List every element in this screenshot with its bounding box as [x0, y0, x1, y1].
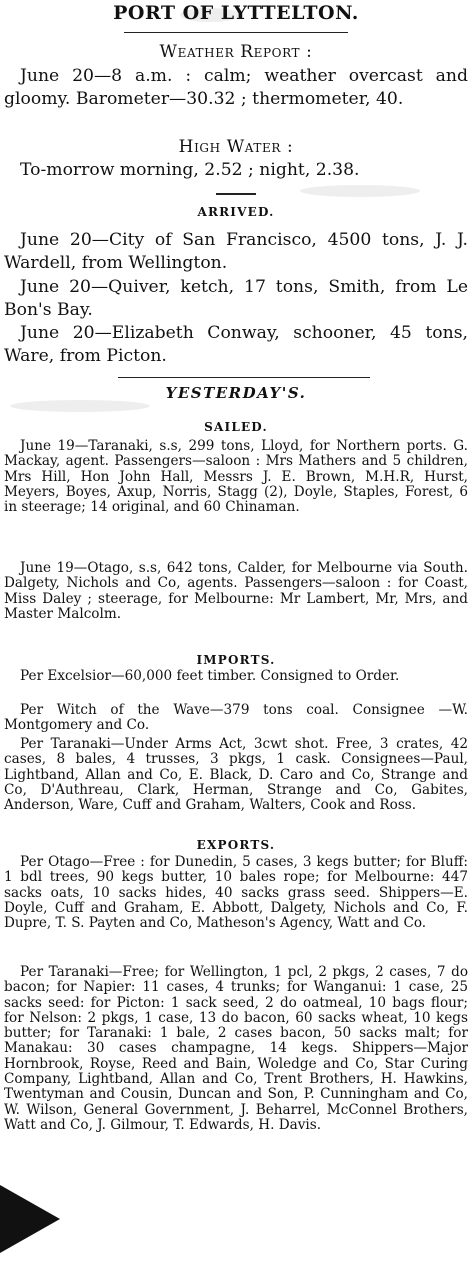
imports-item: Per Excelsior—60,000 feet timber. Consigned to Order.	[20, 668, 400, 684]
masthead-rule	[124, 32, 348, 33]
dark-corner-mark	[0, 1185, 60, 1253]
imports-item: Per Taranaki—Under Arms Act, 3cwt shot. Free, 3 crates, 42 cases, 8 bales, 4 trusses, 3 pkgs, 1 cask. Consignees—Paul, Lightband, Allan and Co, E. Black, D. Caro and Co, Strange and Co, D'Authreau, Clark, Herman, Strange and Co, Gabites, Anderson, Ware, Cuff and Graham, Walters, Cook and Ross.	[4, 736, 468, 814]
imports-item: Per Witch of the Wave—379 tons coal. Consignee —W. Montgomery and Co.	[4, 702, 468, 734]
arrived-heading: ARRIVED.	[197, 205, 275, 219]
sailed-item: June 19—Taranaki, s.s, 299 tons, Lloyd, for Northern ports. G. Mackay, agent. Passengers—saloon : Mrs Mathers and 5 children, Mrs Hill, Hon John Hall, Messrs J. E. Brown, M.H.R, Hurst, Meyers, Boyes, Axup, Norris, Stagg (2), Doyle, Staples, Forest, 6 in steerage; 14 original, and 60 Chinaman.	[4, 438, 468, 516]
weather-report-text: June 20—8 a.m. : calm; weather overcast and gloomy. Barometer—30.32 ; thermometer, 40.	[4, 66, 468, 110]
paper-stain	[300, 185, 420, 197]
exports-heading: EXPORTS.	[196, 838, 276, 852]
section-rule	[118, 377, 370, 378]
arrived-item: June 20—Elizabeth Conway, schooner, 45 tons, Ware, from Picton.	[4, 323, 468, 367]
arrived-item: June 20—City of San Francisco, 4500 tons, J. J. Wardell, from Wellington.	[4, 230, 468, 274]
exports-item: Per Otago—Free : for Dunedin, 5 cases, 3 kegs butter; for Bluff: 1 bdl trees, 90 kegs butter, 10 bales rope; for Melbourne: 447 sacks oats, 10 sacks hides, 40 sacks grass seed. Shippers—E. Doyle, Cuff and Graham, E. Abbott, Dalgety, Nichols and Co, F. Dupre, T. S. Payten and Co, Matheson's Agency, Watt and Co.	[4, 854, 468, 932]
sailed-heading: SAILED.	[204, 420, 268, 434]
weather-heading: Weather Report :	[159, 42, 313, 62]
arrived-item: June 20—Quiver, ketch, 17 tons, Smith, from Le Bon's Bay.	[4, 277, 468, 321]
yesterdays-heading: YESTERDAY'S.	[165, 384, 307, 402]
section-dash	[216, 193, 256, 195]
high-water-heading: High Water :	[178, 137, 294, 157]
imports-heading: IMPORTS.	[196, 653, 276, 667]
masthead-title: PORT OF LYTTELTON.	[113, 2, 359, 24]
exports-item: Per Taranaki—Free; for Wellington, 1 pcl, 2 pkgs, 2 cases, 7 do bacon; for Napier: 11 cases, 4 trunks; for Wanganui: 1 case, 25 sacks seed: for Picton: 1 sack seed, 2 do oatmeal, 10 bags flour; for Nelson: 2 pkgs, 1 case, 13 do bacon, 60 sacks wheat, 10 kegs butter; for Taranaki: 1 bale, 2 cases bacon, 50 sacks malt; for Manakau: 30 cases champagne, 14 kegs. Shippers—Major Hornbrook, Royse, Reed and Bain, Woledge and Co, Star Curing Company, Lightband, Allan and Co, Trent Brothers, H. Hawkins, Twentyman and Cousin, Duncan and Son, P. Cunningham and Co, W. Wilson, General Government, J. Beharrel, McConnel Brothers, Watt and Co, J. Gilmour, T. Edwards, H. Davis.	[4, 964, 468, 1133]
sailed-item: June 19—Otago, s.s, 642 tons, Calder, for Melbourne via South. Dalgety, Nichols and Co, agents. Passengers—saloon : for Coast, Miss Daley ; steerage, for Melbourne: Mr Lambert, Mr, Mrs, and Master Malcolm.	[4, 560, 468, 622]
high-water-text: To-morrow morning, 2.52 ; night, 2.38.	[20, 160, 360, 180]
